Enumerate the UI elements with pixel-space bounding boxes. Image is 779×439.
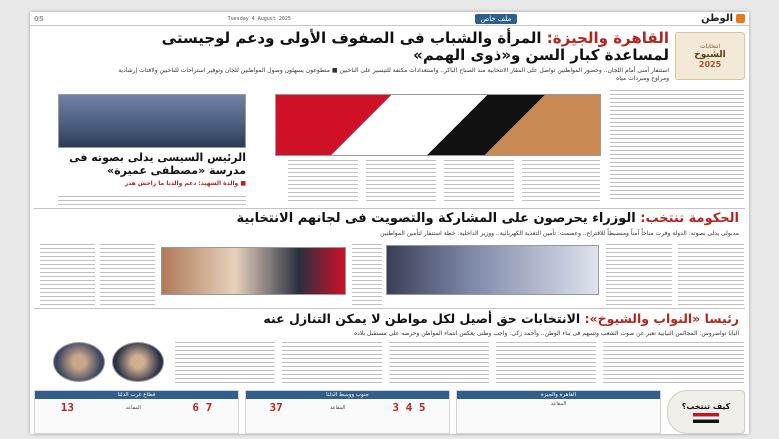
- region-numbers: 6 7: [192, 401, 213, 414]
- parliament-headline-red: رئيسا «النواب والشيوخ»:: [584, 311, 739, 326]
- egypt-flag-icon: [693, 413, 719, 423]
- newspaper-page: [30, 12, 749, 434]
- text-column: [610, 90, 744, 202]
- text-column: [352, 244, 382, 306]
- parliament-deck: البابا تواضروس: المجالس النيابية تعبر عن صوت الشعب وتسهم فى بناء الوطن.. وأحمد زكى: واجب وطنى يعكس انتماء المواطن وحرصه على مستقبل بلاده: [353, 330, 739, 337]
- region-label: المقاعد: [550, 401, 567, 407]
- lead-headline: [109, 30, 669, 65]
- text-column: [58, 196, 246, 206]
- divider: [34, 308, 745, 309]
- badge-label: انتخابات: [700, 43, 720, 50]
- text-column: [288, 160, 358, 204]
- text-column: [606, 244, 672, 306]
- ministers-photo-right: [386, 245, 599, 295]
- badge-title: الشيوخ: [694, 50, 726, 60]
- region-title: القاهرة والجيزة: [457, 391, 660, 399]
- text-column: [175, 342, 275, 384]
- how-to-vote-box: [667, 390, 745, 434]
- text-column: [40, 244, 95, 306]
- ministers-deck: مدبولى يدلى بصوته: الدولة وفرت مناخاً آمناً ومنضبطاً للاقتراع.. وعصمت: تأمين التغذية الكهربائية.. ووزير الداخلية: خطة استنفار لتأمين المواطنين: [380, 230, 739, 237]
- divider: [34, 208, 745, 209]
- region-label: المقاعد: [125, 404, 141, 411]
- text-column: [522, 160, 600, 204]
- region-seats: 37: [269, 401, 283, 414]
- lead-deck: استنفار أمنى أمام اللجان.. وحضور المواطنين تواصل على المقار الانتخابية منذ الصباح الباكر.. واستعدادات مكثفة للتيسير على الناخبين ■ متطوعون يسهلون وصول المواطنين للجان وتوفير استراحات للناخبين ولافتات إرشادية ومراوح ومبردات مياه: [118, 67, 669, 83]
- election-badge: [675, 32, 745, 80]
- text-column: [678, 244, 744, 306]
- how-to-vote-title: كيف تنتخب؟: [681, 401, 731, 411]
- region-seats: 13: [60, 401, 74, 414]
- text-column: [444, 160, 514, 204]
- lead-headline-black: المرأة والشباب فى الصفوف الأولى ودعم لوجيستى لمساعدة كبار السن و«ذوى الهمم»: [161, 29, 669, 65]
- section-tag: ملف خاص: [475, 14, 517, 24]
- ministers-headline-black: الوزراء يحرصون على المشاركة والتصويت فى لجانهم الانتخابية: [236, 211, 636, 226]
- official-portrait-1: [53, 342, 105, 382]
- text-column: [100, 244, 155, 306]
- official-portrait-2: [112, 342, 164, 382]
- dateline: Tuesday 4 August 2025: [227, 15, 291, 22]
- sisi-headline: الرئيس السيسى يدلى بصوته فى مدرسة «مصطفى عميرة»: [69, 151, 246, 177]
- logo-text: الوطن: [701, 13, 733, 24]
- region-numbers: 3 4 5: [392, 401, 426, 414]
- ministers-headline: [49, 212, 739, 227]
- newspaper-logo: [701, 13, 745, 24]
- region-label: المقاعد: [329, 404, 346, 411]
- parliament-headline-black: الانتخابات حق أصيل لكل مواطن لا يمكن التنازل عنه: [263, 311, 581, 326]
- sisi-voting-photo: [58, 94, 246, 148]
- region-title: قطاع غرب الدلتا: [35, 391, 238, 399]
- logo-icon: [736, 14, 745, 23]
- sisi-subheadline: ■ والدة الشهيد: دعم والدنا ما راحش هدر: [124, 180, 246, 187]
- ministers-photo-left: [161, 247, 346, 295]
- text-column: [366, 160, 436, 204]
- region-title: جنوب ووسط الدلتا: [246, 391, 449, 399]
- text-column: [389, 342, 489, 384]
- lead-headline-red: القاهرة والجيزة:: [546, 29, 669, 47]
- page-number: 05: [34, 14, 44, 23]
- text-column: [603, 342, 744, 384]
- region-box: [456, 390, 661, 434]
- parliament-headline: [49, 312, 739, 326]
- crowd-photo: [275, 94, 601, 156]
- region-box: [34, 390, 239, 434]
- ministers-headline-red: الحكومة تنتخب:: [640, 211, 739, 226]
- badge-year: 2025: [698, 60, 722, 69]
- info-strip: [30, 390, 749, 434]
- region-box: [245, 390, 450, 434]
- text-column: [496, 342, 596, 384]
- text-column: [282, 342, 382, 384]
- masthead: [30, 12, 749, 26]
